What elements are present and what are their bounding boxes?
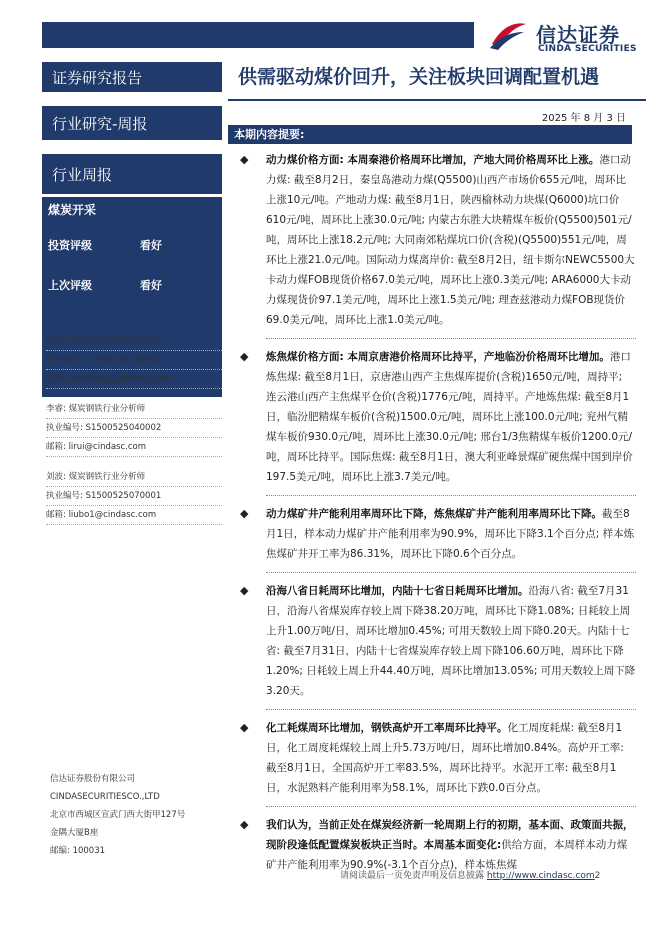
analyst-entry: [46, 400, 222, 457]
sidebar: [42, 62, 222, 862]
bullet-heading: 动力煤矿井产能利用率周环比下降，炼焦煤矿井产能利用率周环比下降。: [266, 508, 602, 520]
diamond-bullet-icon: ◆: [240, 818, 249, 831]
bullet-body: 港口炼焦煤: 截至8月1日，京唐港山西产主焦煤库提价(含税)1650元/吨，周持平; 连云港山西产主焦煤平仓价(含税)1776元/吨，周持平。产地炼焦煤: 截至8月1日，临汾肥精煤车板价(含税)1500.0元/吨，周环比上涨100.0元/吨; 兖州气精煤车板价930.0元/吨，周环比上涨30.0元/吨; 邢台1/3焦精煤车板价1200.0元/吨，周环比持平。国际焦煤: 截至8月1日，澳大利亚峰景煤矿硬焦煤中国到岸价197.5美元/吨，周环比上涨3.7美元/吨。: [266, 351, 633, 483]
bullet-body: 供给方面，本周样本动力煤矿井产能利用率为90.9%(-3.1个百分点)，样本炼焦煤: [266, 839, 628, 871]
divider: [266, 495, 636, 496]
bullet-heading: 我们认为，当前正处在煤炭经济新一轮周期上行的初期，基本面、政策面共振，现阶段逢低配置煤炭板块正当时。本周基本面变化:: [266, 819, 634, 851]
header-bar: [42, 22, 474, 48]
prev-rating-value: 看好: [140, 279, 162, 292]
diamond-bullet-icon: ◆: [240, 584, 249, 597]
bullet-heading: 沿海八省日耗周环比增加，内陆十七省日耗周环比增加。: [266, 585, 529, 597]
divider: [266, 338, 636, 339]
divider: [266, 806, 636, 807]
bullet-item: [236, 150, 636, 330]
industry-name: 煤炭开采: [48, 203, 97, 217]
bullet-heading: 炼焦煤价格方面: 本周京唐港价格周环比持平，产地临汾价格周环比增加。: [266, 351, 610, 363]
logo-cn-text: 信达证券: [536, 23, 620, 47]
page-footer: [340, 868, 640, 881]
company-postcode: 邮编: 100031: [50, 846, 106, 856]
analyst-license: 执业编号: S1500525040002: [46, 419, 222, 438]
diamond-bullet-icon: ◆: [240, 721, 249, 734]
analyst-license: 执业编号: S1500525070001: [46, 487, 222, 506]
website-link[interactable]: http://www.cindasc.com: [486, 871, 595, 881]
report-date: 2025 年 8 月 3 日: [541, 113, 626, 124]
footer-disclaimer: 请阅读最后一页免责声明及信息披露: [340, 871, 487, 881]
page-title: 供需驱动煤价回升，关注板块回调配置机遇: [238, 66, 600, 88]
summary-heading: 本期内容提要:: [228, 125, 632, 144]
page-number: 2: [594, 871, 601, 881]
bullet-item: [236, 347, 636, 487]
bullet-body: 港口动力煤: 截至8月2日，秦皇岛港动力煤(Q5500)山西产市场价655元/吨，周环比上涨10元/吨。产地动力煤: 截至8月1日，陕西榆林动力块煤(Q6000)坑口价610元/吨，周环比上涨30.0元/吨; 内蒙古东胜大块精煤车板价(Q5500)501元/吨，周环比上涨18.2元/吨; 大同南郊粘煤坑口价(含税)(Q5500)551元/吨，周环比上涨21.0元/吨。国际动力煤离岸价: 截至8月2日，纽卡斯尔NEWC5500大卡动力煤FOB现货价格67.0美元/吨，周环比上涨0.3美元/吨; ARA6000大卡动力煤现货价97.1美元/吨，周环比上涨1.5美元/吨; 理查兹港动力煤FOB现货价69.0美元/吨，周环比上涨1.0美元/吨。: [266, 154, 635, 326]
diamond-bullet-icon: ◆: [240, 507, 249, 520]
company-address-2: 金隅大厦B座: [50, 828, 99, 838]
analyst-title: 李睿: 煤炭钢铁行业分析师: [46, 400, 222, 419]
logo-en-text: CINDA SECURITIES: [538, 44, 637, 54]
company-name-en: CINDASECURITIESCO.,LTD: [50, 792, 160, 802]
prev-rating-label: 上次评级: [48, 279, 92, 292]
bullet-body: 截至8月1日，样本动力煤矿井产能利用率为90.9%，周环比下降3.1个百分点; 样本炼焦煤矿井开工率为86.31%，周环比下降0.6个百分点。: [266, 508, 635, 560]
company-info: [50, 770, 220, 860]
analyst-entry: [46, 332, 222, 389]
prev-rating-row: [48, 277, 162, 293]
analyst-title: 高升: 煤炭钢铁行业首席分析师: [46, 332, 222, 351]
diamond-bullet-icon: ◆: [240, 153, 249, 166]
analyst-license: 执业编号: S1500524100002: [46, 351, 222, 370]
bullet-heading: 动力煤价格方面: 本周秦港价格周环比增加，产地大同价格周环比上涨。: [266, 154, 600, 166]
report-type: 证券研究报告: [42, 62, 222, 92]
diamond-bullet-icon: ◆: [240, 350, 249, 363]
bullet-heading: 化工耗煤周环比增加，钢铁高炉开工率周环比持平。: [266, 722, 508, 734]
bullet-item: [236, 504, 636, 564]
analyst-email[interactable]: 邮箱: lirui@cindasc.com: [46, 438, 222, 457]
divider: [266, 572, 636, 573]
analyst-email[interactable]: 邮箱: liubo1@cindasc.com: [46, 506, 222, 525]
cinda-logo-icon: [488, 18, 528, 52]
rating-row: [48, 237, 162, 253]
title-divider: [228, 99, 646, 101]
rating-label: 投资评级: [48, 239, 92, 252]
company-name: 信达证券股份有限公司: [50, 774, 136, 784]
rating-value: 看好: [140, 239, 162, 252]
summary-bullets: [236, 150, 636, 875]
bullet-item: [236, 581, 636, 701]
divider: [266, 709, 636, 710]
analyst-entry: [46, 468, 222, 525]
bullet-item: [236, 815, 636, 875]
report-subcategory: 行业周报: [42, 154, 222, 194]
report-category: 行业研究-周报: [42, 106, 222, 140]
bullet-item: [236, 718, 636, 798]
bullet-body: 沿海八省: 截至7月31日，沿海八省煤炭库存较上周下降38.20万吨，周环比下降1.08%; 日耗较上周上升1.00万吨/日，周环比增加0.45%; 可用天数较上周下降0.20天。内陆十七省: 截至7月31日，内陆十七省煤炭库存较上周下降106.60万吨，周环比下降1.20%; 日耗较上周上升44.40万吨，周环比增加13.05%; 可用天数较上周下降3.20天。: [266, 585, 636, 697]
analyst-title: 刘波: 煤炭钢铁行业分析师: [46, 468, 222, 487]
cinda-logo: [488, 16, 648, 56]
analyst-email[interactable]: 邮箱: gaosheng@cindasc.com: [46, 370, 222, 389]
bullet-body: 化工周度耗煤: 截至8月1日，化工周度耗煤较上周上升5.73万吨/日，周环比增加0.84%。高炉开工率: 截至8月1日，全国高炉开工率83.5%，周环比持平。水泥开工率: 截至8月1日，水泥熟料产能利用率为58.1%，周环比下跌0.0百分点。: [266, 722, 624, 794]
company-address: 北京市西城区宣武门西大街甲127号: [50, 810, 186, 820]
